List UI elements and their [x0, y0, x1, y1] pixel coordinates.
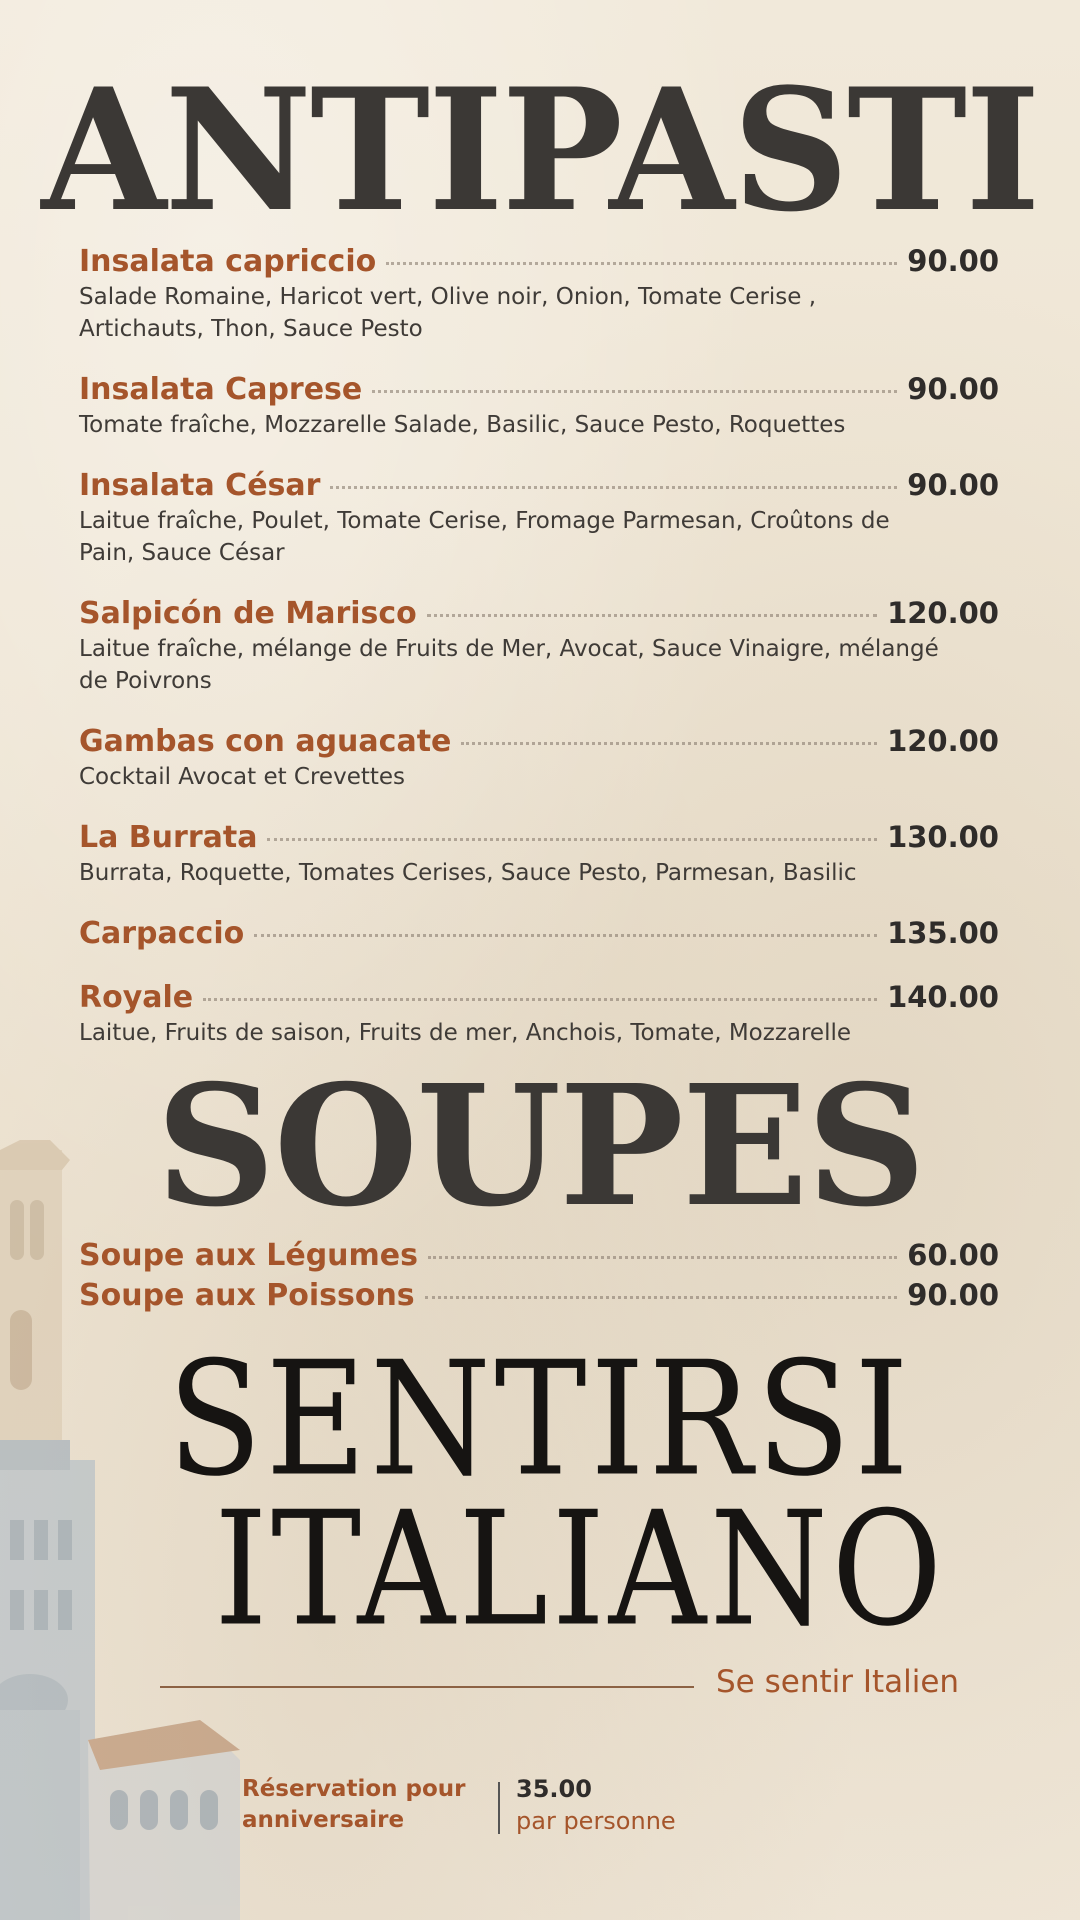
menu-item-line [79, 724, 999, 759]
menu-item-description: Laitue fraîche, Poulet, Tomate Cerise, Fromage Parmesan, Croûtons de Pain, Sauce César [79, 508, 890, 566]
menu-item-description: Burrata, Roquette, Tomates Cerises, Sauce Pesto, Parmesan, Basilic [79, 860, 857, 886]
menu-item-price: 90.00 [907, 468, 999, 502]
menu-item-description: Cocktail Avocat et Crevettes [79, 764, 406, 790]
menu-item-name: Soupe aux Légumes [79, 1238, 418, 1273]
menu-item-name: Royale [79, 980, 194, 1015]
divider-rule [160, 1686, 694, 1688]
dotted-leader [372, 390, 897, 393]
menu-item-line [79, 1278, 999, 1313]
dotted-leader [203, 998, 877, 1001]
dotted-leader [427, 614, 877, 617]
menu-item [79, 372, 999, 441]
menu-item [79, 1238, 999, 1273]
menu-item-description: Laitue fraîche, mélange de Fruits de Mer, Avocat, Sauce Vinaigre, mélangé de Poivrons [79, 636, 939, 694]
menu-item-name: Soupe aux Poissons [79, 1278, 415, 1313]
menu-item-name: Insalata César [79, 468, 321, 503]
menu-item-line [79, 244, 999, 279]
soupes-title: SOUPES [155, 1049, 925, 1244]
menu-item [79, 244, 999, 345]
menu-item-line [79, 468, 999, 503]
menu-item [79, 724, 999, 793]
dotted-leader [386, 262, 897, 265]
menu-item-price: 140.00 [887, 980, 999, 1014]
vertical-separator [498, 1782, 500, 1834]
menu-item-price: 90.00 [907, 1278, 999, 1312]
reservation-label: Réservation pour anniversaire [242, 1776, 466, 1833]
dotted-leader [267, 838, 877, 841]
menu-item [79, 916, 999, 951]
dotted-leader [330, 486, 897, 489]
dotted-leader [461, 742, 877, 745]
menu-item-price: 135.00 [887, 916, 999, 950]
menu-item-line [79, 916, 999, 951]
menu-item-price: 60.00 [907, 1238, 999, 1272]
reservation-unit: par personne [516, 1807, 676, 1835]
menu-item [79, 1278, 999, 1313]
menu-item-name: La Burrata [79, 820, 258, 855]
menu-item-name: Insalata Caprese [79, 372, 363, 407]
reservation-price-block [516, 1774, 676, 1837]
slogan-line-2: ITALIANO [214, 1478, 946, 1662]
menu-item [79, 980, 999, 1049]
menu-item-line [79, 372, 999, 407]
menu-item [79, 596, 999, 697]
menu-item-name: Gambas con aguacate [79, 724, 452, 759]
menu-item-price: 90.00 [907, 244, 999, 278]
dotted-leader [428, 1256, 897, 1259]
menu-item-price: 120.00 [887, 596, 999, 630]
menu-item-description: Laitue, Fruits de saison, Fruits de mer, Anchois, Tomate, Mozzarelle [79, 1020, 852, 1046]
menu-item-line [79, 1238, 999, 1273]
menu-item [79, 820, 999, 889]
menu-item-name: Salpicón de Marisco [79, 596, 417, 631]
menu-item-price: 90.00 [907, 372, 999, 406]
menu-item-description: Salade Romaine, Haricot vert, Olive noir, Onion, Tomate Cerise , Artichauts, Thon, Sauce Pesto [79, 284, 817, 342]
menu-item-name: Insalata capriccio [79, 244, 377, 279]
antipasti-title: ANTIPASTI [41, 51, 1039, 249]
slogan-line-1: SENTIRSI [167, 1328, 913, 1512]
menu-item-line [79, 980, 999, 1015]
slogan-subtitle: Se sentir Italien [716, 1664, 960, 1700]
menu-item-line [79, 596, 999, 631]
menu-item [79, 468, 999, 569]
menu-item-description: Tomate fraîche, Mozzarelle Salade, Basilic, Sauce Pesto, Roquettes [79, 412, 846, 438]
dotted-leader [425, 1296, 898, 1299]
reservation-price: 35.00 [516, 1775, 592, 1803]
menu-item-price: 120.00 [887, 724, 999, 758]
dotted-leader [254, 934, 877, 937]
menu-item-name: Carpaccio [79, 916, 245, 951]
menu-item-price: 130.00 [887, 820, 999, 854]
menu-item-line [79, 820, 999, 855]
